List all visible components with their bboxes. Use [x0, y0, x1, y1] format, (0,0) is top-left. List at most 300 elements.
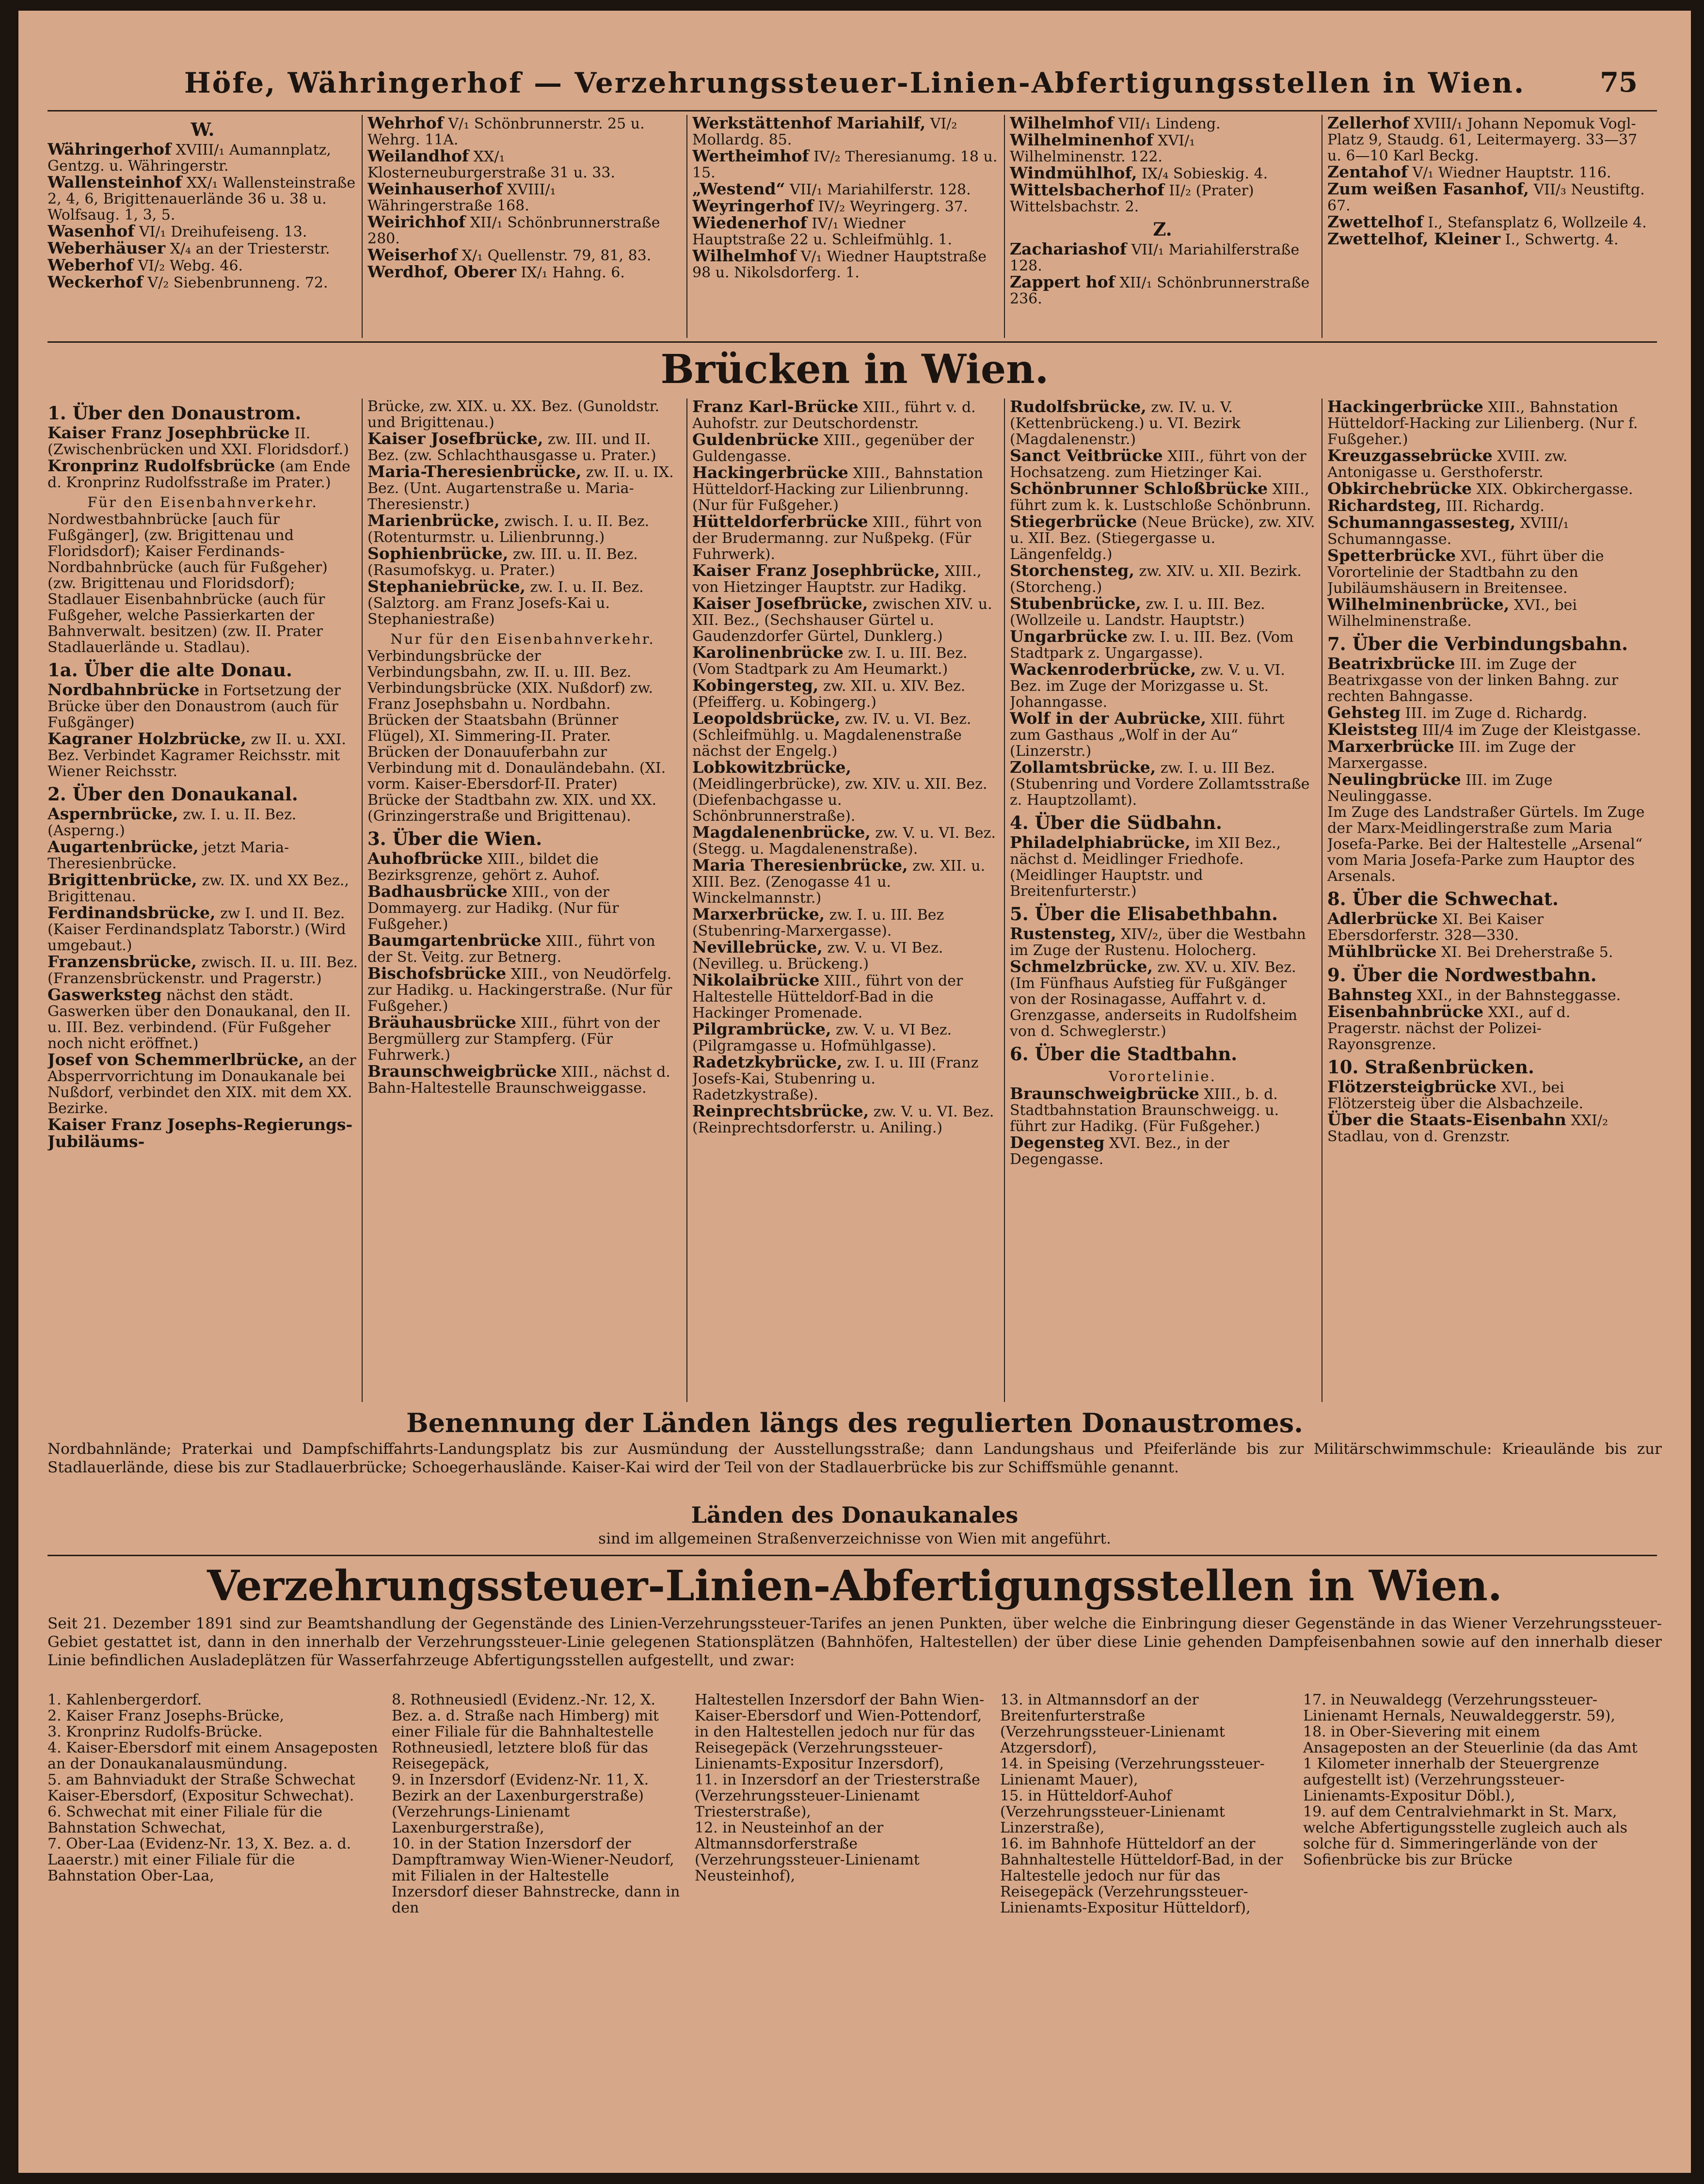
bridge-name: Leopoldsbrücke, — [692, 709, 841, 728]
hof-name: Wittelsbacherhof — [1010, 180, 1164, 199]
hof-name: Wiedenerhof — [692, 213, 807, 232]
bridge-description: II. (Zwischenbrücken und XXI. Floridsdorf.) — [48, 425, 349, 458]
bridge-name: Braunschweigbrücke — [1010, 1084, 1199, 1103]
bridge-name: Richardsteg, — [1327, 496, 1442, 515]
bridge-description: XIII., führt von der St. Veitg. zur Betnerg. — [367, 933, 655, 966]
hof-address: XVI/₁ Wilhelminenstr. 122. — [1010, 132, 1195, 165]
bridge-description: zw. I. u. III. Bez. (Vom Stadtpark z. Ungargasse). — [1010, 629, 1294, 662]
station-item: 11. in Inzersdorf an der Triesterstraße (Verzehrungssteuer-Linienamt Triesterstraße), — [695, 1771, 980, 1820]
section-heading: 8. Über die Schwechat. — [1327, 888, 1559, 909]
hof-entry — [692, 248, 998, 281]
hof-address: XX/₁ Klosterneuburgerstraße 31 u. 33. — [367, 148, 615, 181]
bridge-entry — [367, 850, 678, 883]
hof-name: Zachariashof — [1010, 239, 1127, 258]
bridge-name: Kaiser Franz Josephs-Regierungs-Jubiläums- — [48, 1115, 353, 1151]
bridge-entry — [1010, 447, 1315, 480]
hof-address: XX/₁ Wallensteinstraße 2, 4, 6, Brigittenauerlände 36 u. 38 u. Wolfsaug. 1, 3, 5. — [48, 175, 356, 223]
section-heading: 10. Straßenbrücken. — [1327, 1056, 1534, 1078]
bridge-entry — [48, 682, 358, 731]
bridge-name: Schönbrunner Schloßbrücke — [1010, 479, 1268, 498]
bridge-name: Hackingerbrücke — [692, 463, 848, 482]
bridge-description: XI. Bei Dreherstraße 5. — [1436, 944, 1613, 961]
hof-address: V/₂ Siebenbrunneng. 72. — [143, 274, 328, 291]
bridge-name: Rustensteg, — [1010, 924, 1116, 943]
bridge-description: XIII., führt von der Bergmüllerg zur Stampferg. (Für Fuhrwerk.) — [367, 1015, 660, 1064]
bruecken-column-5 — [1327, 399, 1647, 1404]
bridge-description: zw. I. u. III. Bez (Stubenring-Marxergasse). — [692, 907, 944, 940]
subheading: Vorortelinie. — [1109, 1068, 1216, 1084]
bridge-name: Ferdinandsbrücke, — [48, 903, 216, 922]
hof-entry — [1010, 132, 1315, 165]
verzehrung-column-3 — [695, 1692, 990, 1944]
bridge-entry — [1327, 497, 1647, 514]
station-item: 9. in Inzersdorf (Evidenz-Nr. 11, X. Bezirk an der Laxenburgerstraße) (Verzehrungs-Linienamt Laxenburgerstraße), — [392, 1771, 649, 1836]
bridge-entry — [367, 1014, 678, 1063]
verzehrung-intro: Seit 21. Dezember 1891 sind zur Beamtshandlung der Gegenstände des Linien-Verzehrungssteuer-Tarifes an jenen Punkten, über welche die Einbringung dieser Gegenstände in das Wiener Verzehrungssteuer-Gebiet gestattet ist, dann in den innerhalb der Verzehrungssteuer-Linie gelegenen Stationsplätzen (Bahnhöfen, Haltestellen) der über diese Linie gehenden Dampfeisenbahnen sowie auf den innerhalb dieser Linie befindlichen Ausladeplätzen für Wasserfahrzeuge Abfertigungsstellen aufgestellt, und zwar: — [48, 1615, 1662, 1669]
hof-name: Zappert hof — [1010, 272, 1115, 291]
hof-address: XVIII/₁ Aumannplatz, Gentzg. u. Währingerstr. — [48, 142, 331, 175]
bridge-description: XIII., führt von der Haltestelle Hütteldorf-Bad in die Hackinger Promenade. — [692, 972, 963, 1021]
hof-address: XVIII/₁ Währingerstraße 168. — [367, 181, 556, 214]
bridge-description: XVI., bei Flötzersteig über die Alsbachzeile. — [1327, 1079, 1584, 1112]
bridge-entry — [367, 578, 678, 627]
hof-entry — [48, 257, 358, 274]
hof-address: VII/₁ Mariahilferstraße 128. — [1010, 241, 1300, 274]
hof-name: Wasenhof — [48, 222, 135, 240]
bridge-entry — [1010, 480, 1315, 513]
bridge-description: XXI., in der Bahnsteggasse. — [1412, 987, 1621, 1004]
bridge-name: Baumgartenbrücke — [367, 931, 541, 950]
bridge-entry — [1010, 1134, 1315, 1167]
hof-entry — [48, 240, 358, 257]
bridge-description: zw. V. u. VI. Bez. im Zuge der Morizgasse u. St. Johanngasse. — [1010, 662, 1285, 711]
hof-entry — [692, 181, 998, 198]
bridge-description: zwisch. II. u. III. Bez. (Franzensbrückenstr. und Pragerstr.) — [48, 954, 358, 987]
hof-entry — [1010, 182, 1315, 215]
hof-entry — [1327, 231, 1647, 248]
hof-entry — [1010, 115, 1315, 132]
verzehrung-column-2 — [392, 1692, 687, 1944]
bridge-entry — [692, 677, 998, 710]
paragraph: Nordwestbahnbrücke [auch für Fußgänger], (zw. Brigittenau und Floridsdorf); Kaiser Ferdinands-Nordbahnbrücke (auch für Fußgeher) (zw. Brigittenau und Floridsdorf); Stadlauer Eisenbahnbrücke (auch für Fußgeher, welche Passierkarten der Bahnverwalt. besitzen) (zw. II. Prater Stadlauerlände u. Stadlau). — [48, 511, 328, 656]
bridge-description: XIII., führt von der Brudermanng. zur Nußpekg. (Für Fuhrwerk). — [692, 514, 982, 563]
bridge-description: zw. IX. und XX Bez., Brigittenau. — [48, 872, 349, 905]
hof-name: Zum weißen Fasanhof, — [1327, 179, 1529, 198]
bridge-entry — [1327, 447, 1647, 480]
bridge-name: Hütteldorferbrücke — [692, 512, 868, 531]
bridge-description: zw. I. u. II. Bez. (Asperng.) — [48, 806, 297, 839]
bridge-name: Eisenbahnbrücke — [1327, 1002, 1484, 1021]
bridge-description: III. Richardg. — [1441, 498, 1545, 515]
bruecken-column-3 — [692, 399, 998, 1404]
bridge-name: Schumanngassesteg, — [1327, 513, 1516, 532]
bridge-name: Marxerbrücke, — [692, 905, 825, 924]
bridge-name: Braunschweigbrücke — [367, 1062, 557, 1081]
bridge-entry — [48, 425, 358, 458]
paragraph: Brücke der Stadtbahn zw. XIX. und XX. (Grinzingerstraße und Brigittenau). — [367, 792, 657, 825]
bridge-name: Wolf in der Aubrücke, — [1010, 709, 1207, 728]
bridge-entry — [1010, 710, 1315, 759]
section-heading: 1. Über den Donaustrom. — [48, 402, 302, 424]
bridge-entry — [692, 1103, 998, 1136]
station-item: 6. Schwechat mit einer Filiale für die Bahnstation Schwechat, — [48, 1803, 323, 1836]
bridge-name: Ungarbrücke — [1010, 627, 1128, 646]
section-heading: 5. Über die Elisabethbahn. — [1010, 903, 1278, 925]
bridge-name: Bräuhausbrücke — [367, 1013, 517, 1032]
hof-entry — [367, 115, 678, 148]
bridge-description: zw II. u. XXI. Bez. Verbindet Kagramer Reichsstr. mit Wiener Reichsstr. — [48, 731, 346, 780]
bridge-name: Karolinenbrücke — [692, 643, 844, 662]
bridge-entry — [367, 932, 678, 965]
hof-entry — [692, 215, 998, 248]
hof-name: Wilhelmhof — [1010, 115, 1114, 132]
hof-address: X/₄ an der Triesterstr. — [165, 240, 330, 257]
bruecken-column-4 — [1010, 399, 1315, 1404]
hof-address: VII/₃ Neustiftg. 67. — [1327, 181, 1645, 214]
bridge-description: XXI/₂ Stadlau, von d. Grenzstr. — [1327, 1112, 1608, 1145]
station-item: 17. in Neuwaldegg (Verzehrungssteuer-Linienamt Hernals, Neuwaldeggerstr. 59), — [1303, 1692, 1615, 1724]
bridge-entry — [1327, 655, 1647, 704]
bridge-name: Wackenroderbrücke, — [1010, 660, 1196, 679]
column-divider — [686, 399, 687, 1402]
bridge-entry — [1327, 910, 1647, 943]
bridge-entry — [1327, 704, 1647, 721]
hof-name: Weyringerhof — [692, 196, 814, 215]
bridge-name: Kaiser Franz Josephbrücke — [48, 423, 290, 442]
hof-address: I., Stefansplatz 6, Wollzeile 4. — [1423, 214, 1647, 231]
hoefe-column-4 — [1010, 115, 1315, 340]
station-item: 5. am Bahnviadukt der Straße Schwechat Kaiser-Ebersdorf, (Expositur Schwechat). — [48, 1771, 355, 1804]
hof-address: VII/₁ Lindeng. — [1114, 115, 1221, 132]
bridge-entry — [367, 1063, 678, 1096]
bridge-name: Degensteg — [1010, 1133, 1105, 1152]
hof-entry — [367, 214, 678, 247]
bridge-entry — [367, 512, 678, 545]
bridge-entry — [1010, 562, 1315, 595]
bridge-description: zw. XII. u. XIII. Bez. (Zenogasse 41 u. Winckelmannstr.) — [692, 858, 986, 907]
hof-entry — [367, 148, 678, 181]
bridge-description: zw. I. u. III. Bez. (Vom Stadtpark zu Am Heumarkt.) — [692, 645, 968, 678]
bridge-entry — [692, 595, 998, 644]
hof-name: Zentahof — [1327, 162, 1408, 181]
bridge-entry — [1327, 1079, 1647, 1112]
bridge-name: Kobingersteg, — [692, 676, 819, 695]
hof-entry — [1010, 165, 1315, 182]
bridge-name: Adlerbrücke — [1327, 909, 1438, 928]
station-item: 3. Kronprinz Rudolfs-Brücke. — [48, 1723, 263, 1740]
bridge-description: jetzt Maria-Theresienbrücke. — [48, 839, 289, 872]
bridge-name: Kronprinz Rudolfsbrücke — [48, 456, 275, 475]
bridge-description: XIX. Obkirchergasse. — [1472, 481, 1633, 498]
bridge-entry — [48, 987, 358, 1052]
hof-address: IV/₂ Weyringerg. 37. — [813, 198, 968, 215]
station-item: 1. Kahlenbergerdorf. — [48, 1692, 202, 1708]
subheading: Für den Eisenbahnverkehr. — [87, 494, 318, 510]
bridge-entry — [1010, 834, 1315, 899]
subheading: Nur für den Eisenbahnverkehr. — [390, 631, 655, 647]
station-item: 2. Kaiser Franz Josephs-Brücke, — [48, 1707, 285, 1724]
station-item: 12. in Neusteinhof an der Altmannsdorferstraße (Verzehrungssteuer-Linienamt Neusteinhof), — [695, 1819, 920, 1884]
hof-entry — [1327, 214, 1647, 231]
station-item: 10. in der Station Inzersdorf der Dampftramway Wien-Wiener-Neudorf, mit Filialen in der Haltestelle Inzersdorf dieser Bahnstrecke, dann in den — [392, 1835, 680, 1916]
column-divider — [1004, 399, 1005, 1402]
bridge-description: XIII., führt v. d. Auhofstr. zur Deutschordenstr. — [692, 399, 976, 432]
bridge-name: Stubenbrücke, — [1010, 594, 1142, 613]
laenden-title: Benennung der Länden längs des regulierten Donaustromes. — [406, 1407, 1303, 1438]
bridge-name: Philadelphiabrücke, — [1010, 833, 1191, 852]
hof-entry — [48, 141, 358, 174]
bridge-entry — [692, 824, 998, 857]
bridge-entry — [692, 972, 998, 1021]
section-rule — [48, 341, 1657, 343]
bruecken-title: Brücken in Wien. — [660, 346, 1049, 393]
bridge-description: (Meidlingerbrücke), zw. XIV. u. XII. Bez. (Diefenbachgasse u. Schönbrunnerstraße). — [692, 776, 987, 825]
hof-entry — [367, 181, 678, 214]
hof-name: Weberhof — [48, 255, 134, 274]
hoefe-column-1 — [48, 115, 358, 340]
bridge-name: Kreuzgassebrücke — [1327, 446, 1493, 465]
bridge-name: Bahnsteg — [1327, 985, 1413, 1004]
hof-address: VI/₂ Webg. 46. — [133, 257, 243, 274]
bridge-entry — [1327, 514, 1647, 547]
station-item: 18. in Ober-Sievering mit einem Ansageposten an der Steuerlinie (da das Amt 1 Kilometer innerhalb der Steuergrenze aufgestellt ist) (Verzehrungssteuer-Linienamts-Expositur Döbl.), — [1303, 1723, 1638, 1804]
bridge-name: Beatrixbrücke — [1327, 654, 1455, 673]
hof-name: Zwettelhof, Kleiner — [1327, 229, 1501, 248]
hof-name: Weinhauserhof — [367, 179, 503, 198]
bridge-description: XVIII/₁ Schumanngasse. — [1327, 515, 1569, 548]
hof-entry — [48, 223, 358, 240]
bridge-entry — [1327, 771, 1647, 804]
hof-address: V/₁ Wiedner Hauptstr. 116. — [1407, 164, 1611, 181]
bridge-description: XIII., von Hietzinger Hauptstr. zur Hadikg. — [692, 563, 982, 596]
page-number: 75 — [1600, 66, 1638, 98]
bridge-description: zw. XII. u. XIV. Bez. (Pfeifferg. u. Kobingerg.) — [692, 678, 966, 711]
bridge-description: III. im Zuge d. Richardg. — [1401, 705, 1588, 722]
bridge-description: XIII., bildet die Bezirksgrenze, gehört z. Auhof. — [367, 851, 600, 884]
bridge-description: XIV/₂, über die Westbahn im Zuge der Rustenu. Holocherg. — [1010, 926, 1306, 959]
hof-address: V/₁ Wiedner Hauptstraße 98 u. Nikolsdorferg. 1. — [692, 248, 987, 281]
section-heading: 3. Über die Wien. — [367, 828, 542, 849]
bridge-name: Spetterbrücke — [1327, 546, 1456, 565]
bridge-entry — [1010, 759, 1315, 808]
bridge-description: zw. IV. u. V. (Kettenbrückeng.) u. VI. Bezirk (Magdalenenstr.) — [1010, 399, 1241, 448]
bridge-entry — [692, 710, 998, 759]
bridge-entry — [1327, 1004, 1647, 1052]
bridge-entry — [1327, 1112, 1647, 1145]
bridge-entry — [692, 759, 998, 824]
bridge-name: Radetzkybrücke, — [692, 1052, 843, 1071]
hof-name: „Westend“ — [692, 179, 785, 198]
bridge-name: Sophienbrücke, — [367, 544, 509, 563]
bridge-name: Wilhelminenbrücke, — [1327, 595, 1510, 614]
bridge-entry — [692, 513, 998, 562]
bridge-entry — [48, 872, 358, 905]
bridge-entry — [1327, 738, 1647, 771]
letter-heading: W. — [191, 119, 215, 140]
bridge-description: XIII., nächst d. Bahn-Haltestelle Braunschweiggasse. — [367, 1064, 670, 1097]
hof-name: Werdhof, Oberer — [367, 262, 516, 281]
bridge-description: zw. V. u. VI. Bez. (Stegg. u. Magdalenenstraße). — [692, 825, 996, 858]
bridge-description: zw I. und II. Bez. (Kaiser Ferdinandsplatz Taborstr.) (Wird umgebaut.) — [48, 905, 346, 954]
column-divider — [1004, 115, 1005, 338]
bridge-name: Marxerbrücke — [1327, 737, 1454, 756]
bridge-entry — [1327, 480, 1647, 497]
hof-entry — [692, 198, 998, 215]
hoefe-column-2 — [367, 115, 678, 340]
bridge-name: Kaiser Josefbrücke, — [367, 429, 543, 448]
bridge-entry — [1327, 596, 1647, 629]
bridge-entry — [367, 463, 678, 512]
bridge-description: III. im Zuge der Marxergasse. — [1327, 739, 1576, 772]
bridge-entry — [692, 939, 998, 972]
bridge-description: XIII., b. d. Stadtbahnstation Braunschweigg. u. führt zur Hadikg. (Für Fußgeher.) — [1010, 1086, 1279, 1135]
bruecken-column-2 — [367, 399, 678, 1404]
bridge-description: III. im Zuge der Beatrixgasse von der linken Bahng. zur rechten Bahngasse. — [1327, 656, 1619, 705]
verzehrung-column-4 — [1000, 1692, 1296, 1944]
bridge-entry — [692, 1021, 998, 1054]
bridge-name: Gaswerksteg — [48, 985, 162, 1004]
hof-address: IV/₂ Theresianumg. 18 u. 15. — [692, 148, 998, 181]
bridge-entry — [1327, 721, 1647, 738]
bridge-name: Maria Theresienbrücke, — [692, 856, 908, 875]
paragraph: Brücke, zw. XIX. u. XX. Bez. (Gunoldstr. und Brigittenau.) — [367, 399, 660, 431]
bridge-entry — [48, 806, 358, 839]
hof-address: IX/₁ Hahng. 6. — [516, 264, 625, 281]
bridge-description: zw. XIV. u. XII. Bezirk. (Storcheng.) — [1010, 563, 1302, 596]
bridge-entry — [1327, 943, 1647, 960]
bridge-name: Sanct Veitbrücke — [1010, 446, 1163, 465]
hof-entry — [1010, 274, 1315, 307]
bridge-name: Brigittenbrücke, — [48, 870, 197, 889]
bridge-name: Flötzersteigbrücke — [1327, 1077, 1497, 1096]
bridge-name: Magdalenenbrücke, — [692, 823, 871, 842]
bridge-entry — [48, 905, 358, 954]
hof-address: XVIII/₁ Johann Nepomuk Vogl-Platz 9, Staudg. 61, Leitermayerg. 33—37 u. 6—10 Karl Beckg. — [1327, 115, 1638, 164]
paragraph: Brücken der Staatsbahn (Brünner Flügel), XI. Simmering-II. Prater. — [367, 712, 619, 745]
bridge-description: XI. Bei Kaiser Ebersdorferstr. 328—330. — [1327, 911, 1544, 944]
section-heading: 1a. Über die alte Donau. — [48, 659, 292, 681]
bridge-entry — [1327, 399, 1647, 447]
station-item: 7. Ober-Laa (Evidenz-Nr. 13, X. Bez. a. d. Laaerstr.) mit einer Filiale für die Bahnstation Ober-Laa, — [48, 1835, 351, 1884]
paragraph: Verbindungsbrücke der Verbindungsbahn, zw. II. u. III. Bez. Verbindungsbrücke (XIX. Nußdorf) zw. Franz Josephsbahn u. Nordbahn. — [367, 648, 653, 713]
bridge-description: zw. I. u. II. Bez. (Salztorg. am Franz Josefs-Kai u. Stephaniestraße) — [367, 579, 644, 628]
hof-address: VI/₂ Mollardg. 85. — [692, 115, 957, 148]
bridge-entry — [692, 431, 998, 464]
bridge-name: Über die Staats-Eisenbahn — [1327, 1110, 1566, 1129]
bridge-name: Storchensteg, — [1010, 561, 1134, 580]
section-heading: 9. Über die Nordwestbahn. — [1327, 964, 1597, 986]
bridge-name: Stiegerbrücke — [1010, 512, 1137, 531]
hof-address: II/₂ (Prater) Wittelsbachstr. 2. — [1010, 182, 1254, 215]
hof-name: Windmühlhof, — [1010, 163, 1137, 182]
hof-entry — [367, 247, 678, 264]
running-title: Höfe, Währingerhof — Verzehrungssteuer-Linien-Abfertigungsstellen in Wien. — [184, 66, 1526, 99]
bridge-entry — [367, 883, 678, 932]
bridge-name: Guldenbrücke — [692, 430, 819, 449]
station-item: 19. auf dem Centralviehmarkt in St. Marx, welche Abfertigungsstelle zugleich auch als solche für d. Simmeringerlände von der Sofienbrücke bis zur Brücke — [1303, 1803, 1627, 1868]
bridge-name: Nordbahnbrücke — [48, 680, 200, 699]
hoefe-column-5 — [1327, 115, 1647, 340]
bridge-entry — [692, 562, 998, 595]
bridge-entry — [1010, 399, 1315, 447]
bridge-description: XIII. führt zum Gasthaus „Wolf in der Au“ (Linzerstr.) — [1010, 711, 1285, 760]
bridge-name: Gehsteg — [1327, 703, 1401, 722]
station-item: 15. in Hütteldorf-Auhof (Verzehrungssteuer-Linienamt Linzerstraße), — [1000, 1787, 1225, 1836]
hof-name: Weirichhof — [367, 212, 466, 231]
bridge-name: Auhofbrücke — [367, 849, 483, 868]
bridge-description: zw. III. u. II. Bez. (Rasumofskyg. u. Prater.) — [367, 546, 638, 579]
bridge-entry — [1327, 547, 1647, 596]
bridge-entry — [48, 731, 358, 780]
bridge-description: nächst den städt. Gaswerken über den Donaukanal, den II. u. III. Bez. verbindend. (Für Fußgeher noch nicht eröffnet.) — [48, 987, 351, 1052]
bridge-description: III/4 im Zuge der Kleistgasse. — [1417, 722, 1641, 739]
hof-entry — [367, 264, 678, 281]
station-item: 14. in Speising (Verzehrungssteuer-Linienamt Mauer), — [1000, 1755, 1265, 1788]
verzehrung-title: Verzehrungssteuer-Linien-Abfertigungsstellen in Wien. — [207, 1562, 1502, 1610]
bridge-name: Bischofsbrücke — [367, 964, 507, 983]
bridge-name: Kagraner Holzbrücke, — [48, 729, 247, 748]
hof-entry — [1327, 181, 1647, 214]
hof-entry — [1010, 241, 1315, 274]
bridge-name: Marienbrücke, — [367, 511, 500, 530]
paragraph: Im Zuge des Landstraßer Gürtels. Im Zuge der Marx-Meidlingerstraße zum Maria Josefa-Parke. Bei der Haltestelle „Arsenal“ vom Maria Josefa-Parke zum Hauptor des Arsenals. — [1327, 804, 1645, 885]
bridge-name: Maria-Theresienbrücke, — [367, 462, 582, 481]
hof-address: X/₁ Quellenstr. 79, 81, 83. — [457, 247, 652, 264]
bridge-description: XVI. Bez., in der Degengasse. — [1010, 1135, 1230, 1168]
bridge-name: Josef von Schemmerlbrücke, — [48, 1050, 304, 1069]
bridge-name: Aspernbrücke, — [48, 804, 178, 823]
bridge-entry — [1010, 958, 1315, 1039]
bridge-description: XVI., bei Wilhelminenstraße. — [1327, 597, 1577, 630]
bruecken-column-1 — [48, 399, 358, 1404]
bridge-entry — [48, 1116, 358, 1150]
station-item: 4. Kaiser-Ebersdorf mit einem Ansageposten an der Donaukanalausmündung. — [48, 1739, 378, 1772]
station-item: 16. im Bahnhofe Hütteldorf an der Bahnhaltestelle Hütteldorf-Bad, in der Haltestelle jedoch nur für das Reisegepäck (Verzehrungssteuer-Linienamts-Expositur Hütteldorf), — [1000, 1835, 1283, 1916]
hof-name: Wehrhof — [367, 115, 444, 132]
bridge-description: (Neue Brücke), zw. XIV. u. XII. Bez. (Stiegergasse u. Längenfeldg.) — [1010, 514, 1315, 563]
bridge-name: Neulingbrücke — [1327, 770, 1461, 789]
hof-address: IV/₁ Wiedner Hauptstraße 22 u. Schleifmühlg. 1. — [692, 215, 953, 248]
bridge-entry — [48, 839, 358, 872]
bridge-description: XIII., von der Dommayerg. zur Hadikg. (Nur für Fußgeher.) — [367, 884, 619, 933]
verzehrung-column-5 — [1303, 1692, 1647, 1944]
bridge-name: Augartenbrücke, — [48, 837, 199, 856]
bridge-name: Lobkowitzbrücke, — [692, 758, 851, 777]
bridge-description: zw. I. u. III (Franz Josefs-Kai, Stubenring u. Radetzkystraße). — [692, 1054, 979, 1103]
column-divider — [686, 115, 687, 338]
bridge-name: Reinprechtsbrücke, — [692, 1101, 869, 1120]
bridge-name: Franzensbrücke, — [48, 952, 197, 971]
bridge-name: Kaiser Franz Josephbrücke, — [692, 561, 940, 580]
bridge-description: zw. XV. u. XIV. Bez. (Im Fünfhaus Aufstieg für Fußgänger von der Rosinagasse, Auffahrt v. d. Grenzgasse, anderseits in Rudolfsheim von d. Schweglerstr.) — [1010, 959, 1297, 1040]
hof-name: Wallensteinhof — [48, 173, 182, 191]
bridge-description: zw. V. u. VI Bez. (Pilgramgasse u. Hofmühlgasse). — [692, 1021, 952, 1054]
bridge-description: III. im Zuge Neulinggasse. — [1327, 772, 1553, 805]
bridge-entry — [1327, 987, 1647, 1004]
section-heading: 2. Über den Donaukanal. — [48, 783, 298, 805]
bridge-name: Franz Karl-Brücke — [692, 399, 859, 416]
bridge-entry — [48, 954, 358, 987]
page-header — [18, 66, 1691, 105]
hof-name: Wertheimhof — [692, 146, 809, 165]
bridge-name: Nevillebrücke, — [692, 938, 823, 956]
bridge-description: XIII., Bahnstation Hütteldorf-Hacking zur Lilienbrunng. (Nur für Fußgeher.) — [692, 465, 983, 514]
bridge-description: zw. III. und II. Bez. (zw. Schlachthausgasse u. Prater.) — [367, 431, 656, 464]
section-heading: 4. Über die Südbahn. — [1010, 812, 1222, 833]
hof-entry — [48, 274, 358, 291]
bridge-description: im XII Bez., nächst d. Meidlinger Friedhofe. (Meidlinger Hauptstr. und Breitenfurterstr.) — [1010, 835, 1281, 900]
hof-address: I., Schwertg. 4. — [1500, 231, 1619, 248]
